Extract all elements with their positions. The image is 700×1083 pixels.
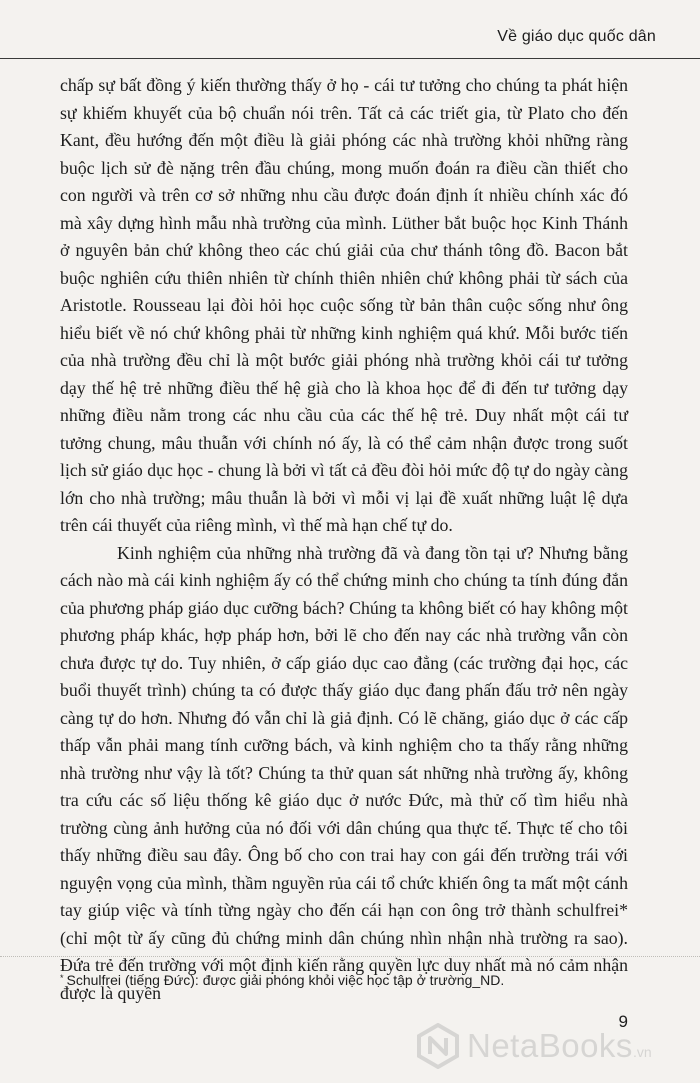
watermark-brand: NetaBooks [467,1027,633,1064]
footnote-marker: * [60,973,64,983]
paragraph-2: Kinh nghiệm của những nhà trường đã và đang tồn tại ư? Nhưng bằng cách nào mà cái kinh nghiệm ấy có thể chứng minh cho chúng ta tính đúng đắn của phương pháp giáo dục cưỡng bách? Chúng ta không biết có hay không một phương pháp khác, hợp pháp hơn, bởi lẽ cho đến nay các nhà trường vẫn còn chưa được tự do. Tuy nhiên, ở cấp giáo dục cao đẳng (các trường đại học, các buổi thuyết trình) chúng ta có được thấy giáo dục đang phấn đấu trở nên ngày càng tự do hơn. Nhưng đó vẫn chỉ là giả định. Có lẽ chăng, giáo dục ở các cấp thấp vẫn phải mang tính cưỡng bách, và kinh nghiệm cho ta thấy rằng những nhà trường như vậy là tốt? Chúng ta thử quan sát những nhà trường ấy, không tra cứu các số liệu thống kê giáo dục ở nước Đức, mà thử cố tìm hiểu nhà trường cùng ảnh hưởng của nó đối với dân chúng qua thực tế. Thực tế cho tôi thấy những điều sau đây. Ông bố cho con trai hay con gái đến trường trái với nguyện vọng của mình, thầm nguyền rủa cái tổ chức khiến ông ta mất một cánh tay giúp việc và tính từng ngày cho đến cái hạn con ông trở thành schulfrei* (chỉ một từ ấy cũng đủ chứng minh dân chúng nhìn nhận nhà trường ra sao). Đứa trẻ đến trường với một định kiến rằng quyền lực duy nhất mà nó cảm nhận được là quyền [60,542,628,1003]
page-number: 9 [618,1012,628,1031]
paragraph-1: chấp sự bất đồng ý kiến thường thấy ở họ - cái tư tưởng cho chúng ta phát hiện sự khiếm khuyết của bộ chuẩn nói trên. Tất cả các triết gia, từ Plato cho đến Kant, đều hướng đến một điều là giải phóng các nhà trường khỏi những ràng buộc lịch sử đè nặng trên đầu chúng, mong muốn đoán ra điều cần thiết cho con người và trên cơ sở những nhu cầu được đoán định ít nhiều chính xác đó mà xây dựng hình mẫu nhà trường của mình. Lüther bắt buộc học Kinh Thánh ở nguyên bản chứ không theo các chú giải của chư thánh tông đồ. Bacon bắt buộc nghiên cứu thiên nhiên từ chính thiên nhiên chứ không phải từ sách của Aristotle. Rousseau lại đòi hỏi học cuộc sống từ bản thân cuộc sống như ông hiểu biết về nó chứ không phải từ những kinh nghiệm quá khứ. Mỗi bước tiến của nhà trường đều chỉ là một bước giải phóng nhà trường khỏi cái tư tưởng dạy thế hệ trẻ những điều thế hệ già cho là khoa học để đi đến tư tưởng dạy những điều nằm trong các nhu cầu của các thế hệ trẻ. Duy nhất một cái tư tưởng chung, mâu thuẫn với chính nó ấy, là có thể cảm nhận được trong suốt lịch sử giáo dục học - chung là bởi vì tất cả đều đòi hỏi mức độ tự do ngày càng lớn cho nhà trường; mâu thuẫn là bởi vì mỗi vị lại đề xuất những luật lệ dựa trên cái thuyết của riêng mình, vì thế mà hạn chế tự do. [60,75,628,535]
watermark [415,1022,652,1070]
body-text [60,72,628,1007]
footnote [60,968,640,990]
footnote-text: Schulfrei (tiếng Đức): được giải phóng khỏi việc học tập ở trường_ND. [66,972,505,988]
running-header-title: Về giáo dục quốc dân [497,28,656,45]
netabooks-logo-icon [415,1023,461,1069]
watermark-suffix: .vn [632,1044,652,1060]
footnote-separator [0,956,700,957]
header-rule [0,58,700,59]
